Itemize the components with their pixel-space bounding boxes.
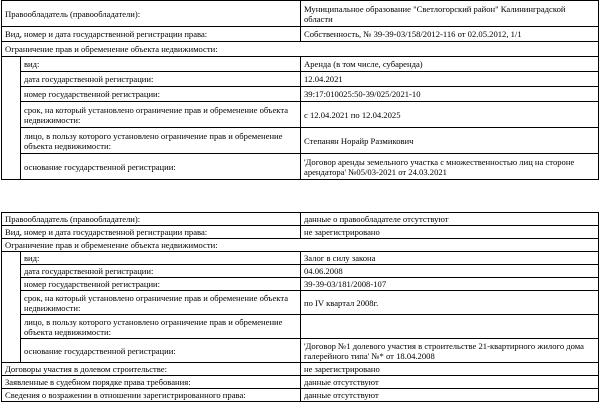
row-label: основание государственной регистрации: bbox=[21, 339, 301, 363]
row-value: 'Договор аренды земельного участка с множественностью лиц на стороне арендатора' №05/03-2021 от 24.03.2021 bbox=[301, 154, 599, 180]
row-value: Залог в силу закона bbox=[301, 252, 599, 265]
encumbrance-row bbox=[2, 278, 599, 291]
claims-value: данные отсутствуют bbox=[301, 376, 599, 389]
right-row bbox=[2, 226, 599, 239]
indent-cell bbox=[2, 57, 21, 180]
encumbrance-row bbox=[2, 102, 599, 128]
holder-value: данные о правообладателе отсутствуют bbox=[301, 213, 599, 226]
rights-table-2 bbox=[1, 212, 599, 402]
row-label: вид: bbox=[21, 252, 301, 265]
encumbrance-row bbox=[2, 339, 599, 363]
row-value bbox=[301, 315, 599, 339]
row-label: номер государственной регистрации: bbox=[21, 278, 301, 291]
row-value: Аренда (в том числе, субаренда) bbox=[301, 57, 599, 72]
row-label: основание государственной регистрации: bbox=[21, 154, 301, 180]
encumbrance-row bbox=[2, 252, 599, 265]
claims-row bbox=[2, 376, 599, 389]
encumbrance-label: Ограничение прав и обременение объекта недвижимости: bbox=[2, 42, 599, 57]
indent-cell bbox=[2, 252, 21, 363]
row-value: 39-39-03/181/2008-107 bbox=[301, 278, 599, 291]
encumbrance-row bbox=[2, 87, 599, 102]
encumbrance-row bbox=[2, 315, 599, 339]
holder-row bbox=[2, 213, 599, 226]
shared-construction-label: Договоры участия в долевом строительстве: bbox=[2, 363, 301, 376]
rights-table-1 bbox=[1, 0, 599, 180]
row-value: 39:17:010025:50-39/025/2021-10 bbox=[301, 87, 599, 102]
holder-value: Муниципальное образование "Светлогорский район" Калининградской области bbox=[301, 1, 599, 27]
row-label: вид: bbox=[21, 57, 301, 72]
objections-label: Сведения о возражении в отношении зарегистрированного права: bbox=[2, 389, 301, 402]
right-label: Вид, номер и дата государственной регистрации права: bbox=[2, 27, 301, 42]
encumbrance-row bbox=[2, 291, 599, 315]
encumbrance-header-row bbox=[2, 42, 599, 57]
encumbrance-row bbox=[2, 265, 599, 278]
row-label: лицо, в пользу которого установлено ограничение прав и обременение объекта недвижимости: bbox=[21, 128, 301, 154]
row-value: с 12.04.2021 по 12.04.2025 bbox=[301, 102, 599, 128]
encumbrance-row bbox=[2, 128, 599, 154]
row-label: номер государственной регистрации: bbox=[21, 87, 301, 102]
holder-label: Правообладатель (правообладатели): bbox=[2, 213, 301, 226]
right-row bbox=[2, 27, 599, 42]
encumbrance-row bbox=[2, 57, 599, 72]
holder-label: Правообладатель (правообладатели): bbox=[2, 1, 301, 27]
holder-row bbox=[2, 1, 599, 27]
encumbrance-row bbox=[2, 72, 599, 87]
objections-value: данные отсутствуют bbox=[301, 389, 599, 402]
encumbrance-header-row bbox=[2, 239, 599, 252]
row-value: 'Договор №1 долевого участия в строительстве 21-квартирного жилого дома галерейного типа' №* от 18.04.2008 bbox=[301, 339, 599, 363]
right-value: не зарегистрировано bbox=[301, 226, 599, 239]
row-value: 12.04.2021 bbox=[301, 72, 599, 87]
right-value: Собственность, № 39-39-03/158/2012-116 от 02.05.2012, 1/1 bbox=[301, 27, 599, 42]
row-value: по IV квартал 2008г. bbox=[301, 291, 599, 315]
row-label: дата государственной регистрации: bbox=[21, 265, 301, 278]
objections-row bbox=[2, 389, 599, 402]
row-label: срок, на который установлено ограничение прав и обременение объекта недвижимости: bbox=[21, 102, 301, 128]
row-label: лицо, в пользу которого установлено ограничение прав и обременение объекта недвижимости: bbox=[21, 315, 301, 339]
shared-construction-value: не зарегистрировано bbox=[301, 363, 599, 376]
claims-label: Заявленные в судебном порядке права требования: bbox=[2, 376, 301, 389]
encumbrance-row bbox=[2, 154, 599, 180]
row-label: срок, на который установлено ограничение прав и обременение объекта недвижимости: bbox=[21, 291, 301, 315]
row-value: 04.06.2008 bbox=[301, 265, 599, 278]
row-label: дата государственной регистрации: bbox=[21, 72, 301, 87]
shared-construction-row bbox=[2, 363, 599, 376]
encumbrance-label: Ограничение прав и обременение объекта недвижимости: bbox=[2, 239, 599, 252]
right-label: Вид, номер и дата государственной регистрации права: bbox=[2, 226, 301, 239]
row-value: Степанян Норайр Размикович bbox=[301, 128, 599, 154]
